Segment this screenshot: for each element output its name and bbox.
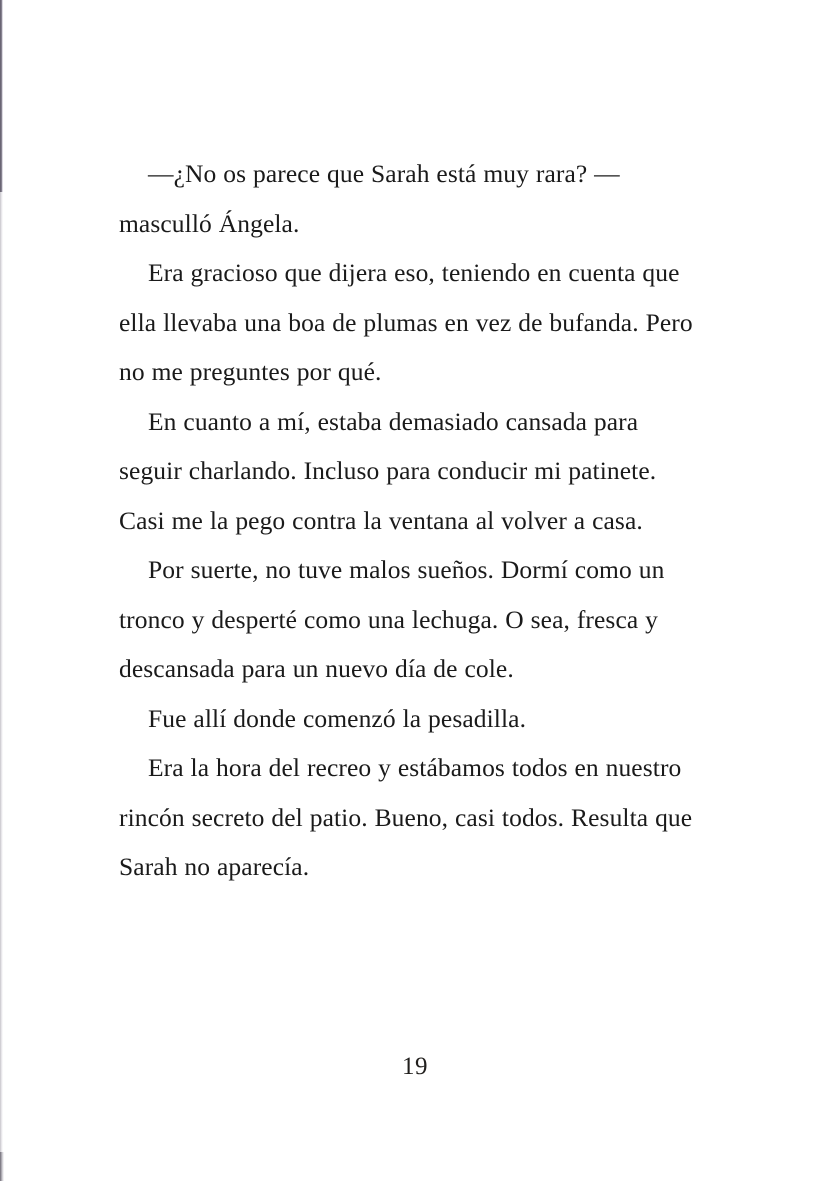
scan-edge-artifact-middle <box>0 192 3 1152</box>
page-number: 19 <box>402 1053 428 1080</box>
paragraph: En cuanto a mí, estaba demasiado cansada para seguir charlando. Incluso para conducir mi patinete. Casi me la pego contra la ventana al volver a casa. <box>119 406 657 535</box>
paragraph: Era la hora del recreo y estábamos todos en nuestro rincón secreto del patio. Bueno, casi todos. Resulta que Sarah no aparecía. <box>119 753 693 881</box>
paragraph-dialogue: —¿No os parece que Sarah está muy rara? —masculló Ángela. <box>119 159 620 238</box>
scan-edge-artifact-bottom <box>0 1152 4 1181</box>
paragraph: Era gracioso que dijera eso, teniendo en cuenta que ella llevaba una boa de plumas en vez de bufanda. Pero no me preguntes por qué. <box>119 258 693 386</box>
paragraph: Fue allí donde comenzó la pesadilla. <box>148 703 527 733</box>
page-text-block <box>119 149 694 892</box>
scan-edge-artifact-top <box>0 0 3 192</box>
paragraph: Por suerte, no tuve malos sueños. Dormí como un tronco y desperté como una lechuga. O sea, fresca y descansada para un nuevo día de cole. <box>119 555 665 683</box>
